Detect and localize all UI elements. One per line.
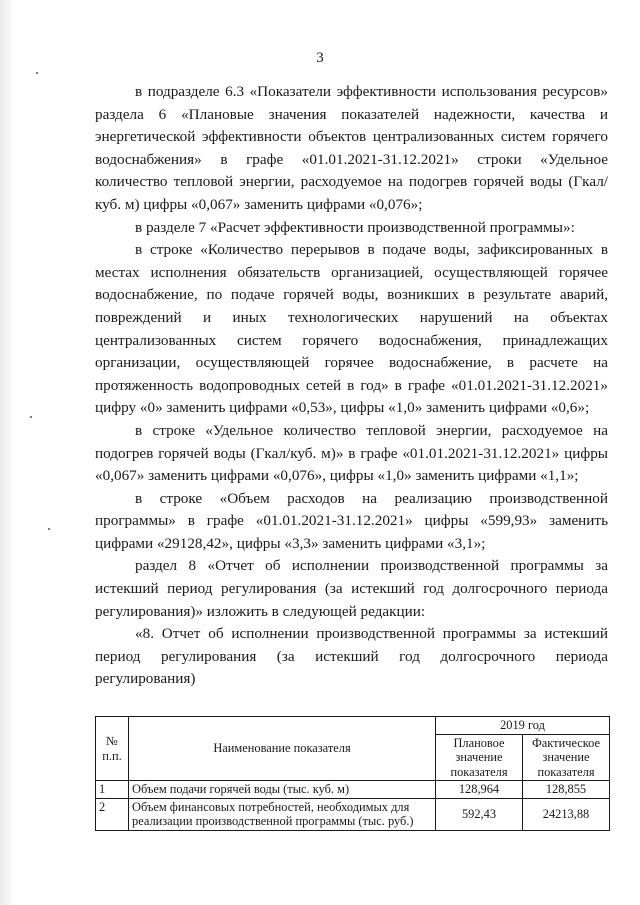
header-planned: Плановое значение показателя	[436, 734, 523, 781]
paragraph: в строке «Количество перерывов в подаче воды, зафиксированных в местах исполнения обязательств организацией, осуществляющей горячее водоснабжение, по подаче горячей воды, возникших в результате аварий, повреждений и иных технологических нарушений на объектах централизованных систем горячего водоснабжения, принадлежащих организации, осуществляющей горячее водоснабжение, в расчете на протяженность водопроводных сетей в год» в графе «01.01.2021-31.12.2021» цифру «0» заменить цифрами «0,53», цифры «1,0» заменить цифрами «0,6»;	[95, 241, 608, 417]
row-planned-value: 592,43	[436, 798, 523, 830]
paragraph: раздел 8 «Отчет об исполнении производственной программы за истекший период регулирования (за истекший год долгосрочного периода регулирования)» изложить в следующей редакции:	[95, 557, 608, 620]
header-indicator-name: Наименование показателя	[129, 717, 436, 781]
header-actual: Фактическое значение показателя	[523, 734, 610, 781]
table-header-row	[96, 717, 610, 735]
document-body	[95, 81, 608, 691]
header-number: № п.п.	[96, 717, 129, 781]
row-number: 1	[96, 781, 129, 799]
row-indicator-name: Объем подачи горячей воды (тыс. куб. м)	[129, 781, 436, 799]
paragraph: в подразделе 6.3 «Показатели эффективности использования ресурсов» раздела 6 «Плановые значения показателей надежности, качества и энергетической эффективности объектов централизованных систем горячего водоснабжения» в графе «01.01.2021-31.12.2021» строки «Удельное количество тепловой энергии, расходуемое на подогрев горячей воды (Гкал/куб. м) цифры «0,067» заменить цифрами «0,076»;	[95, 83, 608, 213]
row-actual-value: 24213,88	[523, 798, 610, 830]
paragraph: в строке «Удельное количество тепловой энергии, расходуемое на подогрев горячей воды (Гкал/куб. м)» в графе «01.01.2021-31.12.2021» цифры «0,067» заменить цифрами «0,076», цифры «1,0» заменить цифрами «1,1»;	[95, 421, 608, 485]
row-number: 2	[96, 798, 129, 830]
scan-speck	[30, 416, 32, 418]
table-row	[96, 781, 610, 799]
header-year: 2019 год	[436, 717, 610, 735]
scan-speck	[48, 528, 50, 530]
page-number: 3	[316, 50, 324, 66]
paragraph: в строке «Объем расходов на реализацию производственной программы» в графе «01.01.2021-31.12.2021» цифры «599,93» заменить цифрами «29128,42», цифры «3,3» заменить цифрами «3,1»;	[95, 489, 608, 552]
paragraph: в разделе 7 «Расчет эффективности производственной программы»:	[135, 218, 575, 236]
row-indicator-name: Объем финансовых потребностей, необходимых для реализации производственной программы (тыс. руб.)	[129, 798, 436, 830]
table-row	[96, 798, 610, 830]
paragraph: «8. Отчет об исполнении производственной программы за истекший период регулирования (за истекший год долгосрочного периода регулирования)	[95, 625, 608, 688]
row-planned-value: 128,964	[436, 781, 523, 799]
scan-edge-shadow	[0, 0, 14, 905]
row-actual-value: 128,855	[523, 781, 610, 799]
scan-speck	[36, 72, 38, 74]
report-table	[95, 716, 610, 831]
